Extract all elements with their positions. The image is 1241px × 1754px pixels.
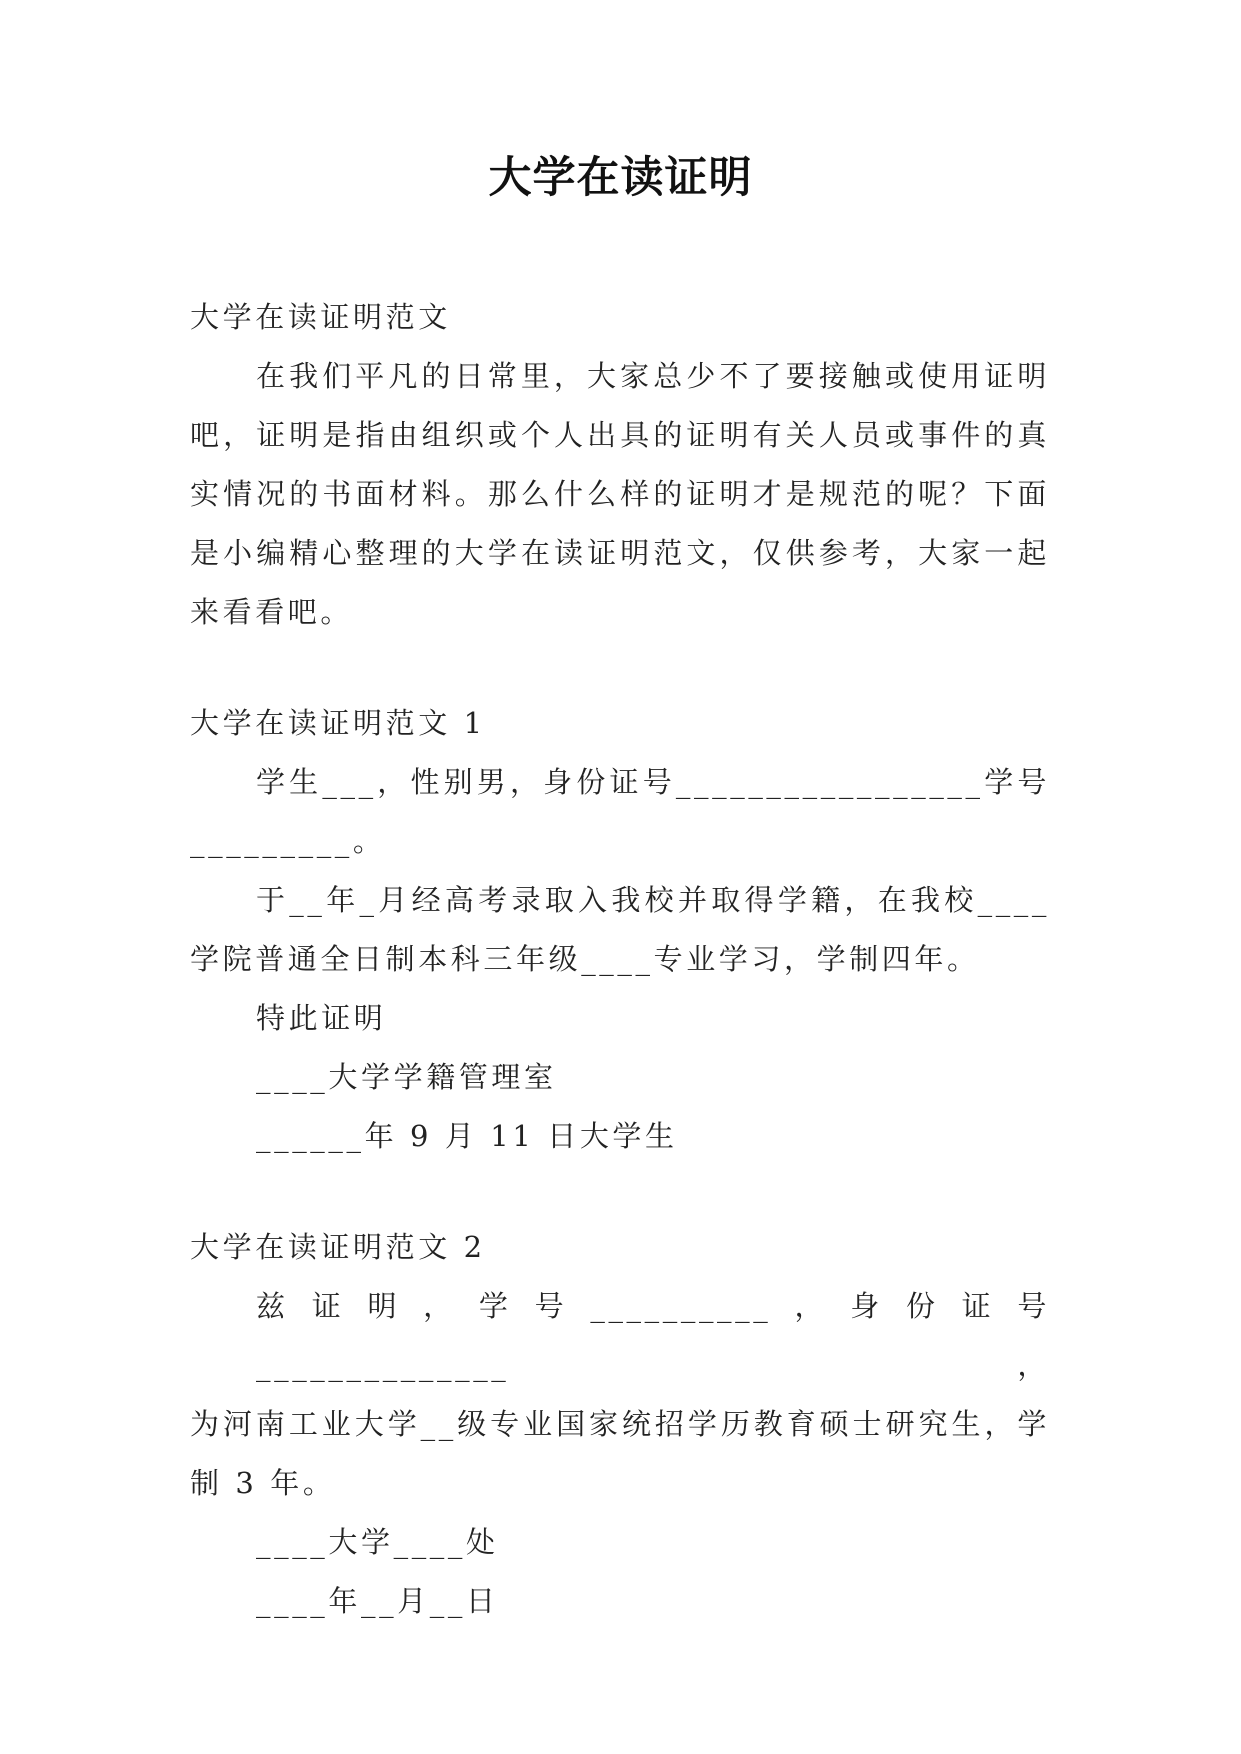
intro-line-5: 来看看吧。 (190, 595, 354, 629)
sample2-line-1: 兹证明，学号__________，身份证号______________， (256, 1289, 1050, 1382)
sample1-line-7: ______年 9 月 11 日大学生 (256, 1119, 678, 1153)
section-gap (190, 1166, 1050, 1218)
sample2-line-3: 制 3 年。 (190, 1466, 336, 1500)
sample1-line-2: _________。 (190, 824, 386, 858)
page-title: 大学在读证明 (488, 153, 753, 203)
sample2-line-2: 为河南工业大学__级专业国家统招学历教育硕士研究生，学 (190, 1407, 1050, 1441)
sample2-heading: 大学在读证明范文 2 (190, 1230, 486, 1264)
sample1-line-5: 特此证明 (256, 1001, 387, 1035)
document-body (190, 288, 1050, 1631)
sample1-line-3: 于__年_月经高考录取入我校并取得学籍，在我校____ (256, 883, 1050, 917)
sample2-line-4: ____大学____处 (256, 1525, 499, 1559)
intro-line-1: 在我们平凡的日常里，大家总少不了要接触或使用证明 (256, 359, 1050, 393)
sample1-heading: 大学在读证明范文 1 (190, 706, 486, 740)
intro-heading: 大学在读证明范文 (190, 300, 451, 334)
sample1-line-1: 学生___，性别男，身份证号_________________学号 (256, 765, 1050, 799)
intro-line-3: 实情况的书面材料。那么什么样的证明才是规范的呢？下面 (190, 477, 1050, 511)
section-gap (190, 642, 1050, 694)
sample2-line-5: ____年__月__日 (256, 1584, 499, 1618)
intro-line-2: 吧，证明是指由组织或个人出具的证明有关人员或事件的真 (190, 418, 1050, 452)
intro-line-4: 是小编精心整理的大学在读证明范文，仅供参考，大家一起 (190, 536, 1050, 570)
sample1-line-6: ____大学学籍管理室 (256, 1060, 557, 1094)
sample1-line-4: 学院普通全日制本科三年级____专业学习，学制四年。 (190, 942, 980, 976)
